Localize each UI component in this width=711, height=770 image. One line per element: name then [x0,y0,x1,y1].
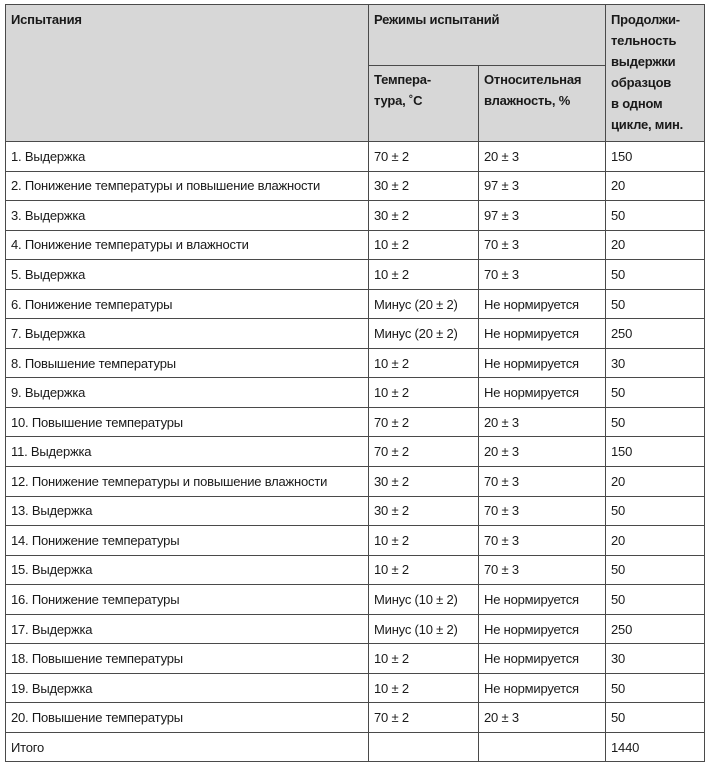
cell-humidity: Не нормируется [479,644,606,674]
cell-temperature: 10 ± 2 [369,644,479,674]
table-row [6,585,705,615]
cell-humidity: Не нормируется [479,289,606,319]
header-humidity [479,66,606,142]
cell-duration: 20 [606,171,705,201]
cell-duration: 20 [606,467,705,497]
table-row [6,230,705,260]
cell-test: 11. Выдержка [6,437,369,467]
cell-duration: 50 [606,703,705,733]
cell-temperature: 10 ± 2 [369,230,479,260]
cell-test: 13. Выдержка [6,496,369,526]
cell-duration: 250 [606,319,705,349]
cell-duration: 1440 [606,732,705,762]
cell-test: 14. Понижение температуры [6,526,369,556]
cell-temperature: 10 ± 2 [369,260,479,290]
table-row [6,644,705,674]
cell-temperature: 30 ± 2 [369,171,479,201]
header-modes: Режимы испытаний [369,5,606,66]
cell-test: 2. Понижение температуры и повышение влажности [6,171,369,201]
cell-duration: 30 [606,348,705,378]
cell-test: 8. Повышение температуры [6,348,369,378]
cell-test: 4. Понижение температуры и влажности [6,230,369,260]
header-temperature [369,66,479,142]
table-row [6,614,705,644]
table-row [6,260,705,290]
table-row [6,348,705,378]
cell-temperature: Минус (10 ± 2) [369,585,479,615]
header-humidity-line: влажность, % [484,93,571,108]
cell-temperature: 10 ± 2 [369,555,479,585]
cell-duration: 20 [606,526,705,556]
table-row [6,407,705,437]
cell-duration: 150 [606,437,705,467]
table-row [6,467,705,497]
header-duration-line: выдержки [611,54,676,69]
cell-test: 9. Выдержка [6,378,369,408]
cell-duration: 150 [606,142,705,172]
cell-test: 17. Выдержка [6,614,369,644]
cell-humidity: Не нормируется [479,378,606,408]
cell-duration: 50 [606,378,705,408]
header-duration-line: образцов [611,75,672,90]
cell-humidity: Не нормируется [479,614,606,644]
cell-duration: 20 [606,230,705,260]
cell-humidity: 70 ± 3 [479,260,606,290]
cell-test: 19. Выдержка [6,673,369,703]
test-modes-table [5,4,705,762]
table-row [6,289,705,319]
cell-test: 1. Выдержка [6,142,369,172]
cell-duration: 50 [606,496,705,526]
cell-temperature: 10 ± 2 [369,673,479,703]
cell-test: 18. Повышение температуры [6,644,369,674]
table-body [6,142,705,762]
cell-humidity: 70 ± 3 [479,496,606,526]
cell-duration: 50 [606,201,705,231]
cell-humidity: 20 ± 3 [479,407,606,437]
table-row [6,496,705,526]
cell-humidity: 20 ± 3 [479,142,606,172]
cell-temperature: Минус (20 ± 2) [369,319,479,349]
table-row [6,378,705,408]
header-tests: Испытания [6,5,369,142]
cell-test: 6. Понижение температуры [6,289,369,319]
cell-temperature: Минус (10 ± 2) [369,614,479,644]
table-row [6,526,705,556]
cell-humidity: Не нормируется [479,348,606,378]
cell-temperature: 10 ± 2 [369,526,479,556]
cell-duration: 50 [606,673,705,703]
cell-temperature: Минус (20 ± 2) [369,289,479,319]
cell-humidity: 97 ± 3 [479,201,606,231]
cell-duration: 30 [606,644,705,674]
cell-temperature: 10 ± 2 [369,348,479,378]
cell-duration: 50 [606,585,705,615]
cell-humidity: 97 ± 3 [479,171,606,201]
cell-humidity: 70 ± 3 [479,467,606,497]
cell-duration: 250 [606,614,705,644]
cell-humidity: Не нормируется [479,673,606,703]
cell-test: 10. Повышение температуры [6,407,369,437]
cell-test: Итого [6,732,369,762]
header-duration-line: в одном [611,96,663,111]
cell-humidity: 70 ± 3 [479,555,606,585]
cell-humidity: Не нормируется [479,319,606,349]
cell-duration: 50 [606,407,705,437]
table-row [6,319,705,349]
cell-humidity [479,732,606,762]
cell-duration: 50 [606,260,705,290]
cell-test: 15. Выдержка [6,555,369,585]
table-row [6,142,705,172]
table-row [6,437,705,467]
cell-test: 3. Выдержка [6,201,369,231]
table-row [6,673,705,703]
cell-humidity: 70 ± 3 [479,230,606,260]
cell-humidity: Не нормируется [479,585,606,615]
cell-temperature: 30 ± 2 [369,201,479,231]
cell-temperature: 70 ± 2 [369,407,479,437]
cell-test: 12. Понижение температуры и повышение влажности [6,467,369,497]
table-header [6,5,705,142]
table-row [6,171,705,201]
header-duration [606,5,705,142]
table-row [6,555,705,585]
header-duration-line: Продолжи- [611,12,680,27]
cell-temperature: 10 ± 2 [369,378,479,408]
table-row [6,732,705,762]
table-row [6,703,705,733]
cell-temperature: 70 ± 2 [369,437,479,467]
table-row [6,201,705,231]
cell-humidity: 20 ± 3 [479,703,606,733]
cell-test: 20. Повышение температуры [6,703,369,733]
cell-temperature [369,732,479,762]
cell-test: 7. Выдержка [6,319,369,349]
header-humidity-line: Относительная [484,72,582,87]
cell-humidity: 70 ± 3 [479,526,606,556]
cell-test: 16. Понижение температуры [6,585,369,615]
cell-duration: 50 [606,555,705,585]
header-temperature-line: тура, ˚С [374,93,423,108]
cell-humidity: 20 ± 3 [479,437,606,467]
cell-duration: 50 [606,289,705,319]
header-duration-line: цикле, мин. [611,117,684,132]
header-duration-line: тельность [611,33,677,48]
header-temperature-line: Темпера- [374,72,431,87]
cell-temperature: 30 ± 2 [369,496,479,526]
cell-temperature: 70 ± 2 [369,142,479,172]
cell-test: 5. Выдержка [6,260,369,290]
cell-temperature: 70 ± 2 [369,703,479,733]
cell-temperature: 30 ± 2 [369,467,479,497]
